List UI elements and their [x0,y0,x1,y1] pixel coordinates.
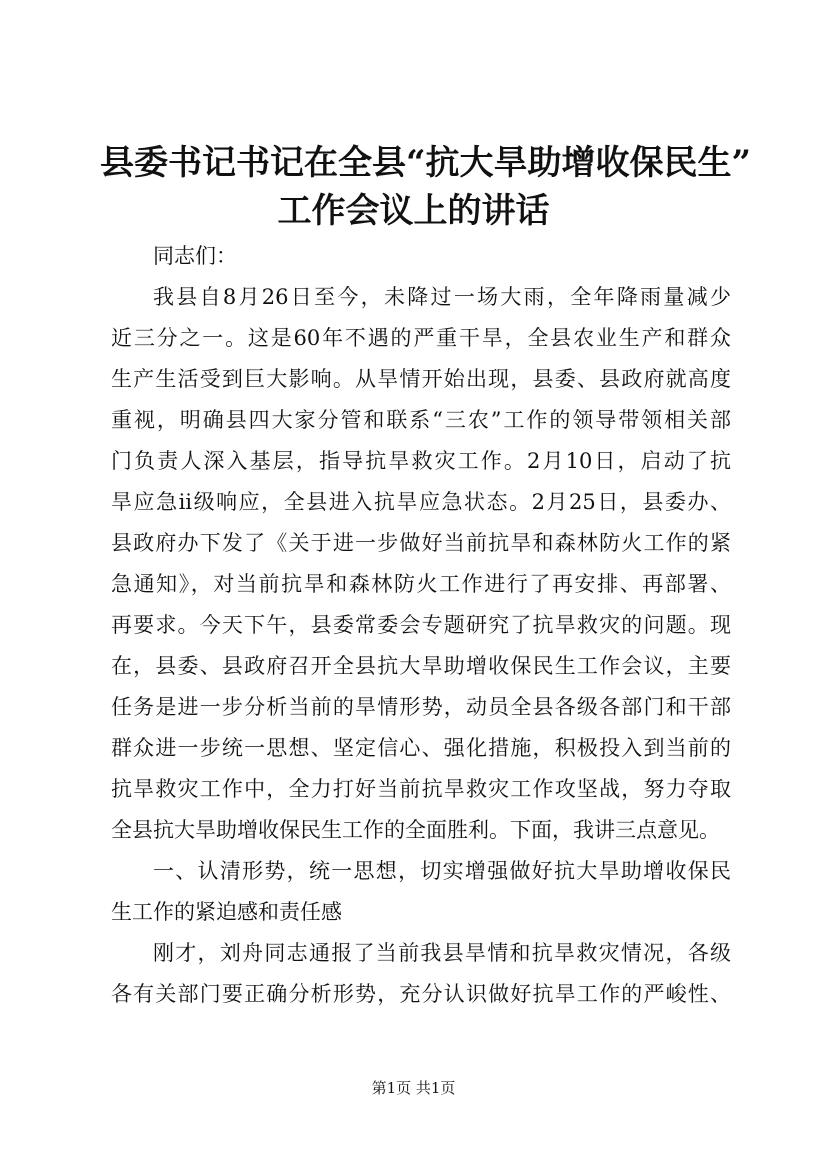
body-line: 重视，明确县四大家分管和联系“三农”工作的领导带领相关部 [111,408,731,432]
body-line: 生产生活受到巨大影响。从旱情开始出现，县委、县政府就高度 [111,367,731,391]
body-line: 刚才，刘舟同志通报了当前我县旱情和抗旱救灾情况，各级 [153,941,731,965]
body-line: 近三分之一。这是60年不遇的严重干旱，全县农业生产和群众 [111,326,731,350]
page-number-footer: 第1页 共1页 [371,1079,456,1097]
speech-body [111,236,731,1015]
body-line: 全县抗大旱助增收保民生工作的全面胜利。下面，我讲三点意见。 [111,818,720,842]
salutation: 同志们： [153,244,237,268]
body-line: 急通知》，对当前抗旱和森林防火工作进行了再安排、再部署、 [111,572,731,596]
section-heading-continued: 生工作的紧迫感和责任感 [111,900,342,924]
body-line: 任务是进一步分析当前的旱情形势，动员全县各级各部门和干部 [111,695,731,719]
body-line: 在，县委、县政府召开全县抗大旱助增收保民生工作会议，主要 [111,654,731,678]
body-line: 抗旱救灾工作中，全力打好当前抗旱救灾工作攻坚战，努力夺取 [111,777,731,801]
body-line: 门负责人深入基层，指导抗旱救灾工作。2月10日，启动了抗 [111,449,731,473]
body-line: 我县自8月26日至今，未降过一场大雨，全年降雨量减少 [153,285,731,309]
body-line: 县政府办下发了《关于进一步做好当前抗旱和森林防火工作的紧 [111,531,731,555]
body-line: 旱应急ⅱ级响应，全县进入抗旱应急状态。2月25日，县委办、 [111,490,731,514]
body-line: 群众进一步统一思想、坚定信心、强化措施，积极投入到当前的 [111,736,731,760]
body-line: 各有关部门要正确分析形势，充分认识做好抗旱工作的严峻性、 [111,982,731,1006]
section-heading: 一、认清形势，统一思想，切实增强做好抗大旱助增收保民 [153,859,731,883]
body-line: 再要求。今天下午，县委常委会专题研究了抗旱救灾的问题。现 [111,613,731,637]
document-title-line-2: 工作会议上的讲话 [277,191,550,231]
document-title-line-1: 县委书记书记在全县“抗大旱助增收保民生” [100,143,752,183]
